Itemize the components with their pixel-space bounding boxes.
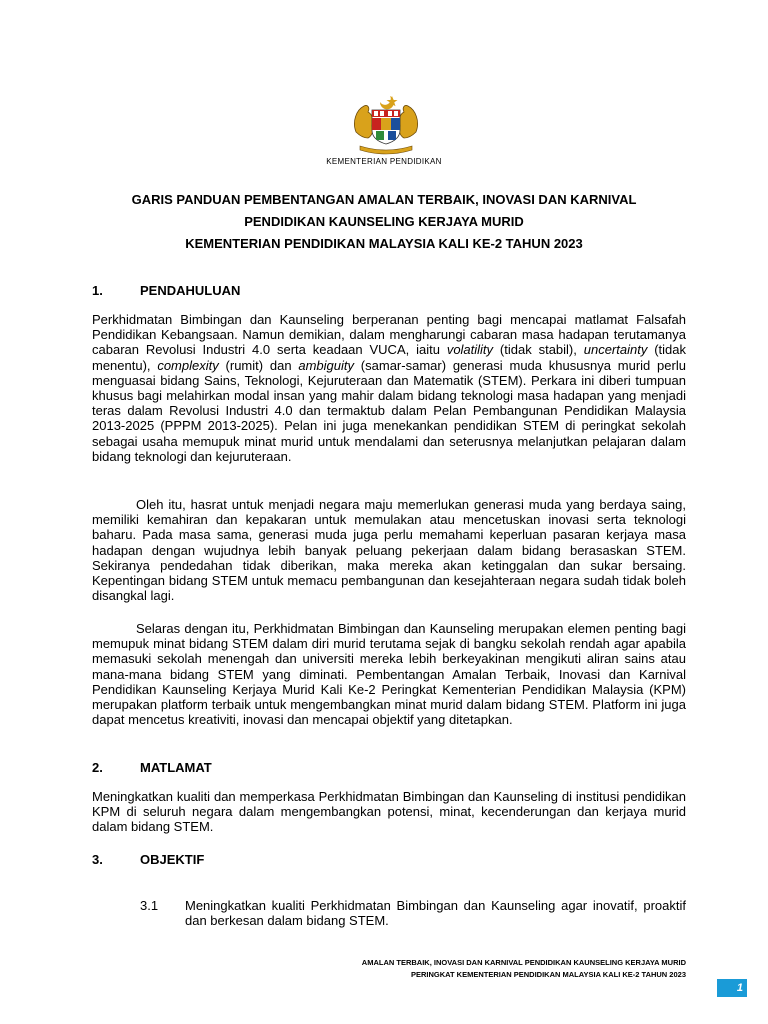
section-number: 1. (92, 283, 103, 298)
paragraph-pendahuluan-3: Selaras dengan itu, Perkhidmatan Bimbingan dan Kaunseling merupakan elemen penting bagi memupuk minat bidang STEM dalam diri murid terutama sejak di bangku sekolah rendah agar apabila memasuki sekolah menengah dan universiti mereka lebih berkeyakinan mengikuti aliran sains atau mana-mana bidang STEM yang diminati. Pembentangan Amalan Terbaik, Inovasi dan Karnival Pendidikan Kaunseling Kerjaya Murid Kali Ke-2 Peringkat Kementerian Pendidikan Malaysia (KPM) merupakan platform terbaik untuk mengembangkan minat murid dalam bidang STEM. Platform ini juga dapat mencetus kreativiti, inovasi dan mencapai objektif yang ditetapkan. (92, 621, 686, 728)
section-number: 3. (92, 852, 103, 867)
coat-of-arms-logo (350, 92, 422, 156)
paragraph-pendahuluan-1: Perkhidmatan Bimbingan dan Kaunseling berperanan penting bagi mencapai matlamat Falsafah Pendidikan Kebangsaan. Namun demikian, dalam mengharungi cabaran masa hadapan terutamanya cabaran Revolusi Industri 4.0 serta keadaan VUCA, iaitu volatility (tidak stabil), uncertainty (tidak menentu), complexity (rumit) dan ambiguity (samar-samar) generasi muda khususnya murid perlu menguasai bidang Sains, Teknologi, Kejuruteraan dan Matematik (STEM). Perkara ini diberi tumpuan khusus bagi melahirkan modal insan yang mahir dalam bidang teknologi masa hadapan yang menjadi teras dalam Revolusi Industri 4.0 dan termaktub dalam Pelan Pembangunan Pendidikan Malaysia 2013-2025 (PPPM 2013-2025). Pelan ini juga menekankan pendidikan STEM di peringkat sekolah sebagai usaha memupuk minat murid untuk mendalami dan seterusnya melanjutkan pelajaran dalam bidang teknologi dan kejuruteraan. (92, 312, 686, 464)
section-title: PENDAHULUAN (140, 283, 241, 298)
section-heading-pendahuluan (92, 283, 240, 298)
page-number-badge: 1 (717, 979, 747, 997)
section-title: OBJEKTIF (140, 852, 205, 867)
objective-item (140, 898, 686, 928)
document-title-line-1: GARIS PANDUAN PEMBENTANGAN AMALAN TERBAIK, INOVASI DAN KARNIVAL (131, 192, 637, 207)
section-title: MATLAMAT (140, 760, 212, 775)
footer-line-1: AMALAN TERBAIK, INOVASI DAN KARNIVAL PENDIDIKAN KAUNSELING KERJAYA MURID (361, 958, 686, 967)
document-title-line-2: PENDIDIKAN KAUNSELING KERJAYA MURID (244, 214, 524, 229)
paragraph-pendahuluan-2: Oleh itu, hasrat untuk menjadi negara maju memerlukan generasi muda yang berdaya saing, memiliki kemahiran dan kepakaran untuk memulakan atau mencetuskan inovasi serta teknologi baharu. Pada masa sama, generasi muda juga perlu memahami keperluan pasaran kerjaya masa hadapan dengan wujudnya lebih banyak peluang pekerjaan dalam bidang berasaskan STEM. Sekiranya pendedahan tidak diberikan, maka mereka akan ketinggalan dan sukar bersaing. Kepentingan bidang STEM untuk memacu pembangunan dan kesejahteraan negara sudah tidak boleh disangkal lagi. (92, 497, 686, 604)
objective-text: Meningkatkan kualiti Perkhidmatan Bimbingan dan Kaunseling agar inovatif, proaktif dan berkesan dalam bidang STEM. (185, 898, 686, 929)
footer-line-2: PERINGKAT KEMENTERIAN PENDIDIKAN MALAYSIA KALI KE-2 TAHUN 2023 (410, 970, 686, 979)
section-heading-matlamat (92, 760, 212, 775)
paragraph-matlamat: Meningkatkan kualiti dan memperkasa Perkhidmatan Bimbingan dan Kaunseling di institusi pendidikan KPM di seluruh negara dalam mengembangkan potensi, minat, kecenderungan dan kerjaya murid dalam bidang STEM. (92, 789, 686, 835)
ministry-name: KEMENTERIAN PENDIDIKAN (326, 157, 442, 166)
section-heading-objektif (92, 852, 204, 867)
objective-number: 3.1 (140, 898, 159, 913)
document-title-line-3: KEMENTERIAN PENDIDIKAN MALAYSIA KALI KE-2 TAHUN 2023 (185, 236, 583, 251)
section-number: 2. (92, 760, 103, 775)
